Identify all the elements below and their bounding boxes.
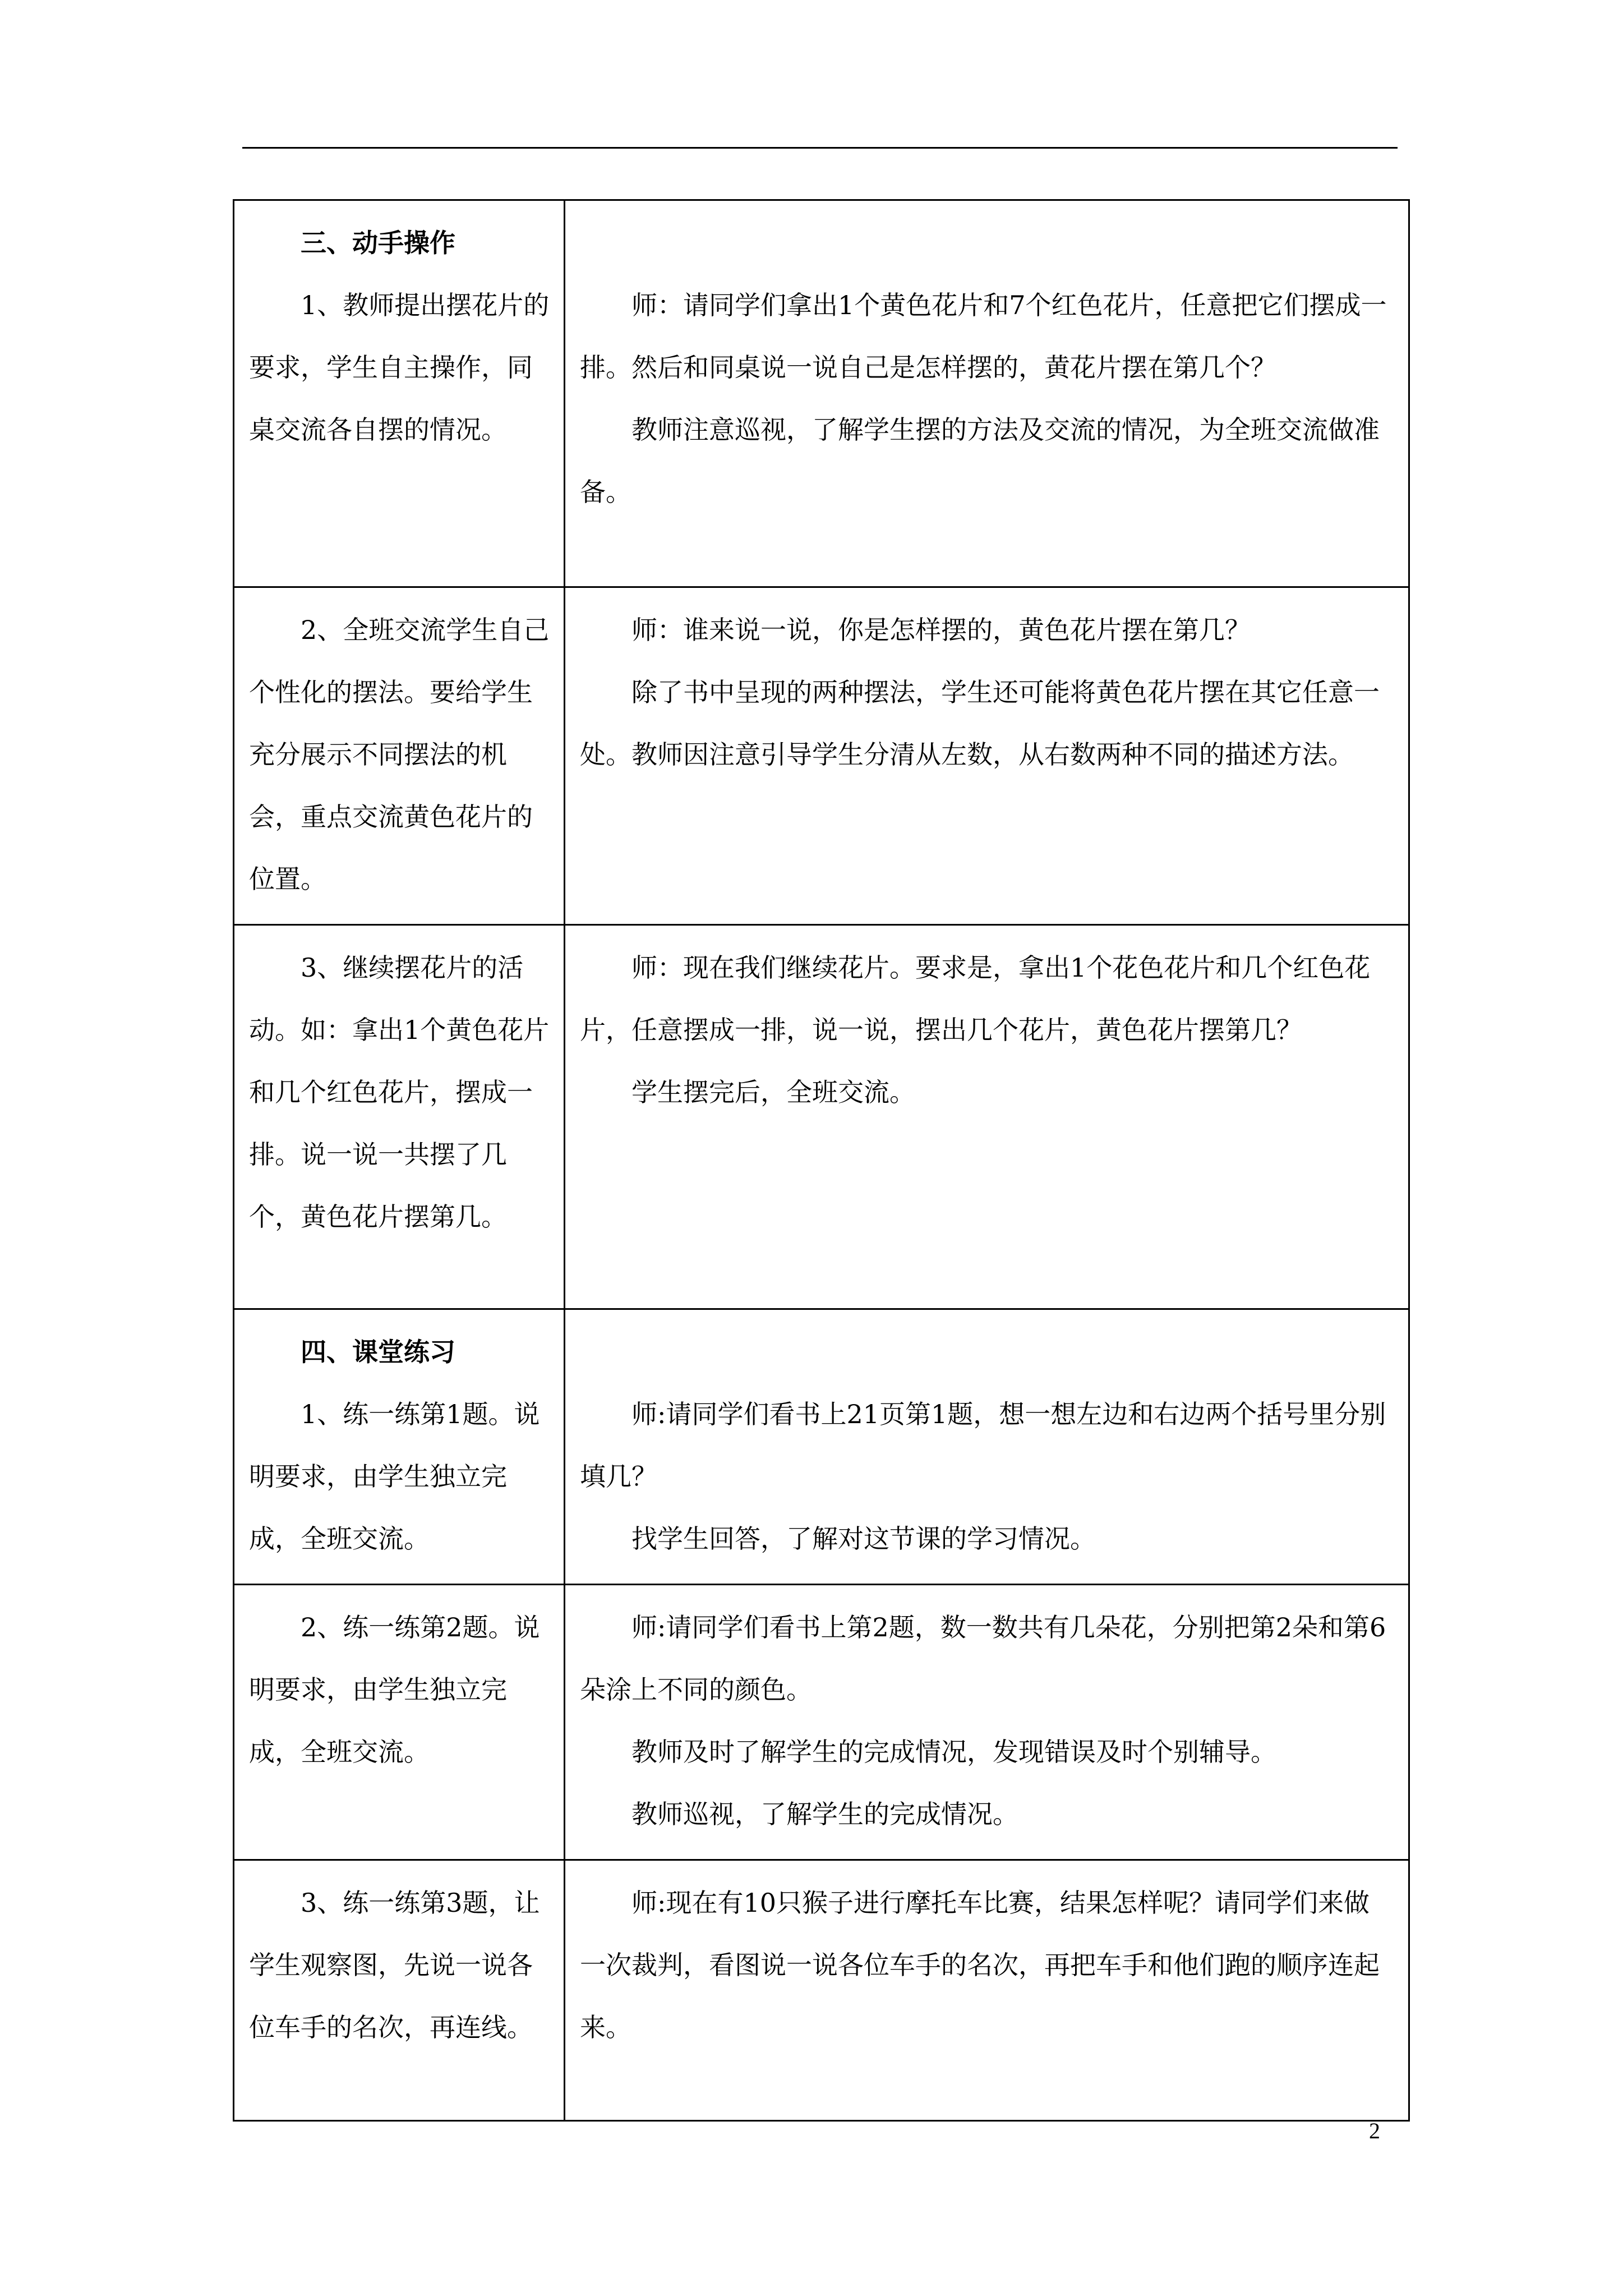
- activity-text: 3、练一练第3题，让学生观察图，先说一说各位车手的名次，再连线。: [249, 1888, 540, 2042]
- teacher-text: 教师巡视，了解学生的完成情况。: [631, 1799, 1018, 1829]
- lesson-plan-table: [233, 199, 1410, 2122]
- activity-cell: [234, 925, 565, 1309]
- teacher-cell: [565, 587, 1409, 925]
- table-row: [234, 925, 1409, 1309]
- table-row: [234, 1309, 1409, 1585]
- teacher-text: 学生摆完后，全班交流。: [631, 1077, 915, 1107]
- teacher-text: 教师及时了解学生的完成情况，发现错误及时个别辅导。: [631, 1737, 1276, 1767]
- teacher-text: 师:现在有10只猴子进行摩托车比赛，结果怎样呢？请同学们来做一次裁判，看图说一说各位车手的名次，再把车手和他们跑的顺序连起来。: [580, 1888, 1380, 2042]
- header-rule: [242, 147, 1398, 149]
- teacher-text: 师：请同学们拿出1个黄色花片和7个红色花片，任意把它们摆成一排。然后和同桌说一说自己是怎样摆的，黄花片摆在第几个？: [580, 290, 1387, 383]
- teacher-cell: [565, 200, 1409, 587]
- activity-cell: [234, 587, 565, 925]
- activity-text: 2、练一练第2题。说明要求，由学生独立完成，全班交流。: [249, 1612, 540, 1767]
- section-heading: 四、课堂练习: [301, 1337, 455, 1367]
- activity-text: 3、继续摆花片的活动。如：拿出1个黄色花片和几个红色花片，摆成一排。说一说一共摆了几个，黄色花片摆第几。: [249, 953, 550, 1232]
- activity-text: 1、练一练第1题。说明要求，由学生独立完成，全班交流。: [249, 1399, 540, 1554]
- activity-cell: [234, 1860, 565, 2121]
- table-row: [234, 200, 1409, 587]
- heading-spacer: [580, 1321, 1395, 1383]
- teacher-text: 师：现在我们继续花片。要求是，拿出1个花色花片和几个红色花片，任意摆成一排，说一说，摆出几个花片，黄色花片摆第几？: [580, 953, 1371, 1045]
- table-row: [234, 1860, 1409, 2121]
- heading-spacer: [580, 212, 1395, 274]
- teacher-cell: [565, 1860, 1409, 2121]
- section-heading: 三、动手操作: [301, 228, 455, 258]
- teacher-text: 师:请同学们看书上第2题，数一数共有几朵花，分别把第2朵和第6朵涂上不同的颜色。: [580, 1612, 1386, 1705]
- teacher-text: 找学生回答，了解对这节课的学习情况。: [631, 1524, 1096, 1554]
- teacher-text: 师：谁来说一说，你是怎样摆的，黄色花片摆在第几？: [631, 615, 1251, 645]
- activity-cell: [234, 200, 565, 587]
- table-row: [234, 1585, 1409, 1860]
- teacher-cell: [565, 925, 1409, 1309]
- teacher-cell: [565, 1309, 1409, 1585]
- activity-text: 2、全班交流学生自己个性化的摆法。要给学生充分展示不同摆法的机会，重点交流黄色花片的位置。: [249, 615, 550, 894]
- activity-text: 1、教师提出摆花片的要求，学生自主操作，同桌交流各自摆的情况。: [249, 290, 550, 445]
- teacher-text: 除了书中呈现的两种摆法，学生还可能将黄色花片摆在其它任意一处。教师因注意引导学生分清从左数，从右数两种不同的描述方法。: [580, 677, 1380, 770]
- activity-cell: [234, 1585, 565, 1860]
- teacher-text: 教师注意巡视，了解学生摆的方法及交流的情况，为全班交流做准备。: [580, 415, 1380, 507]
- page-number: 2: [1369, 2118, 1380, 2143]
- table-row: [234, 587, 1409, 925]
- activity-cell: [234, 1309, 565, 1585]
- teacher-cell: [565, 1585, 1409, 1860]
- teacher-text: 师:请同学们看书上21页第1题，想一想左边和右边两个括号里分别填几？: [580, 1399, 1386, 1492]
